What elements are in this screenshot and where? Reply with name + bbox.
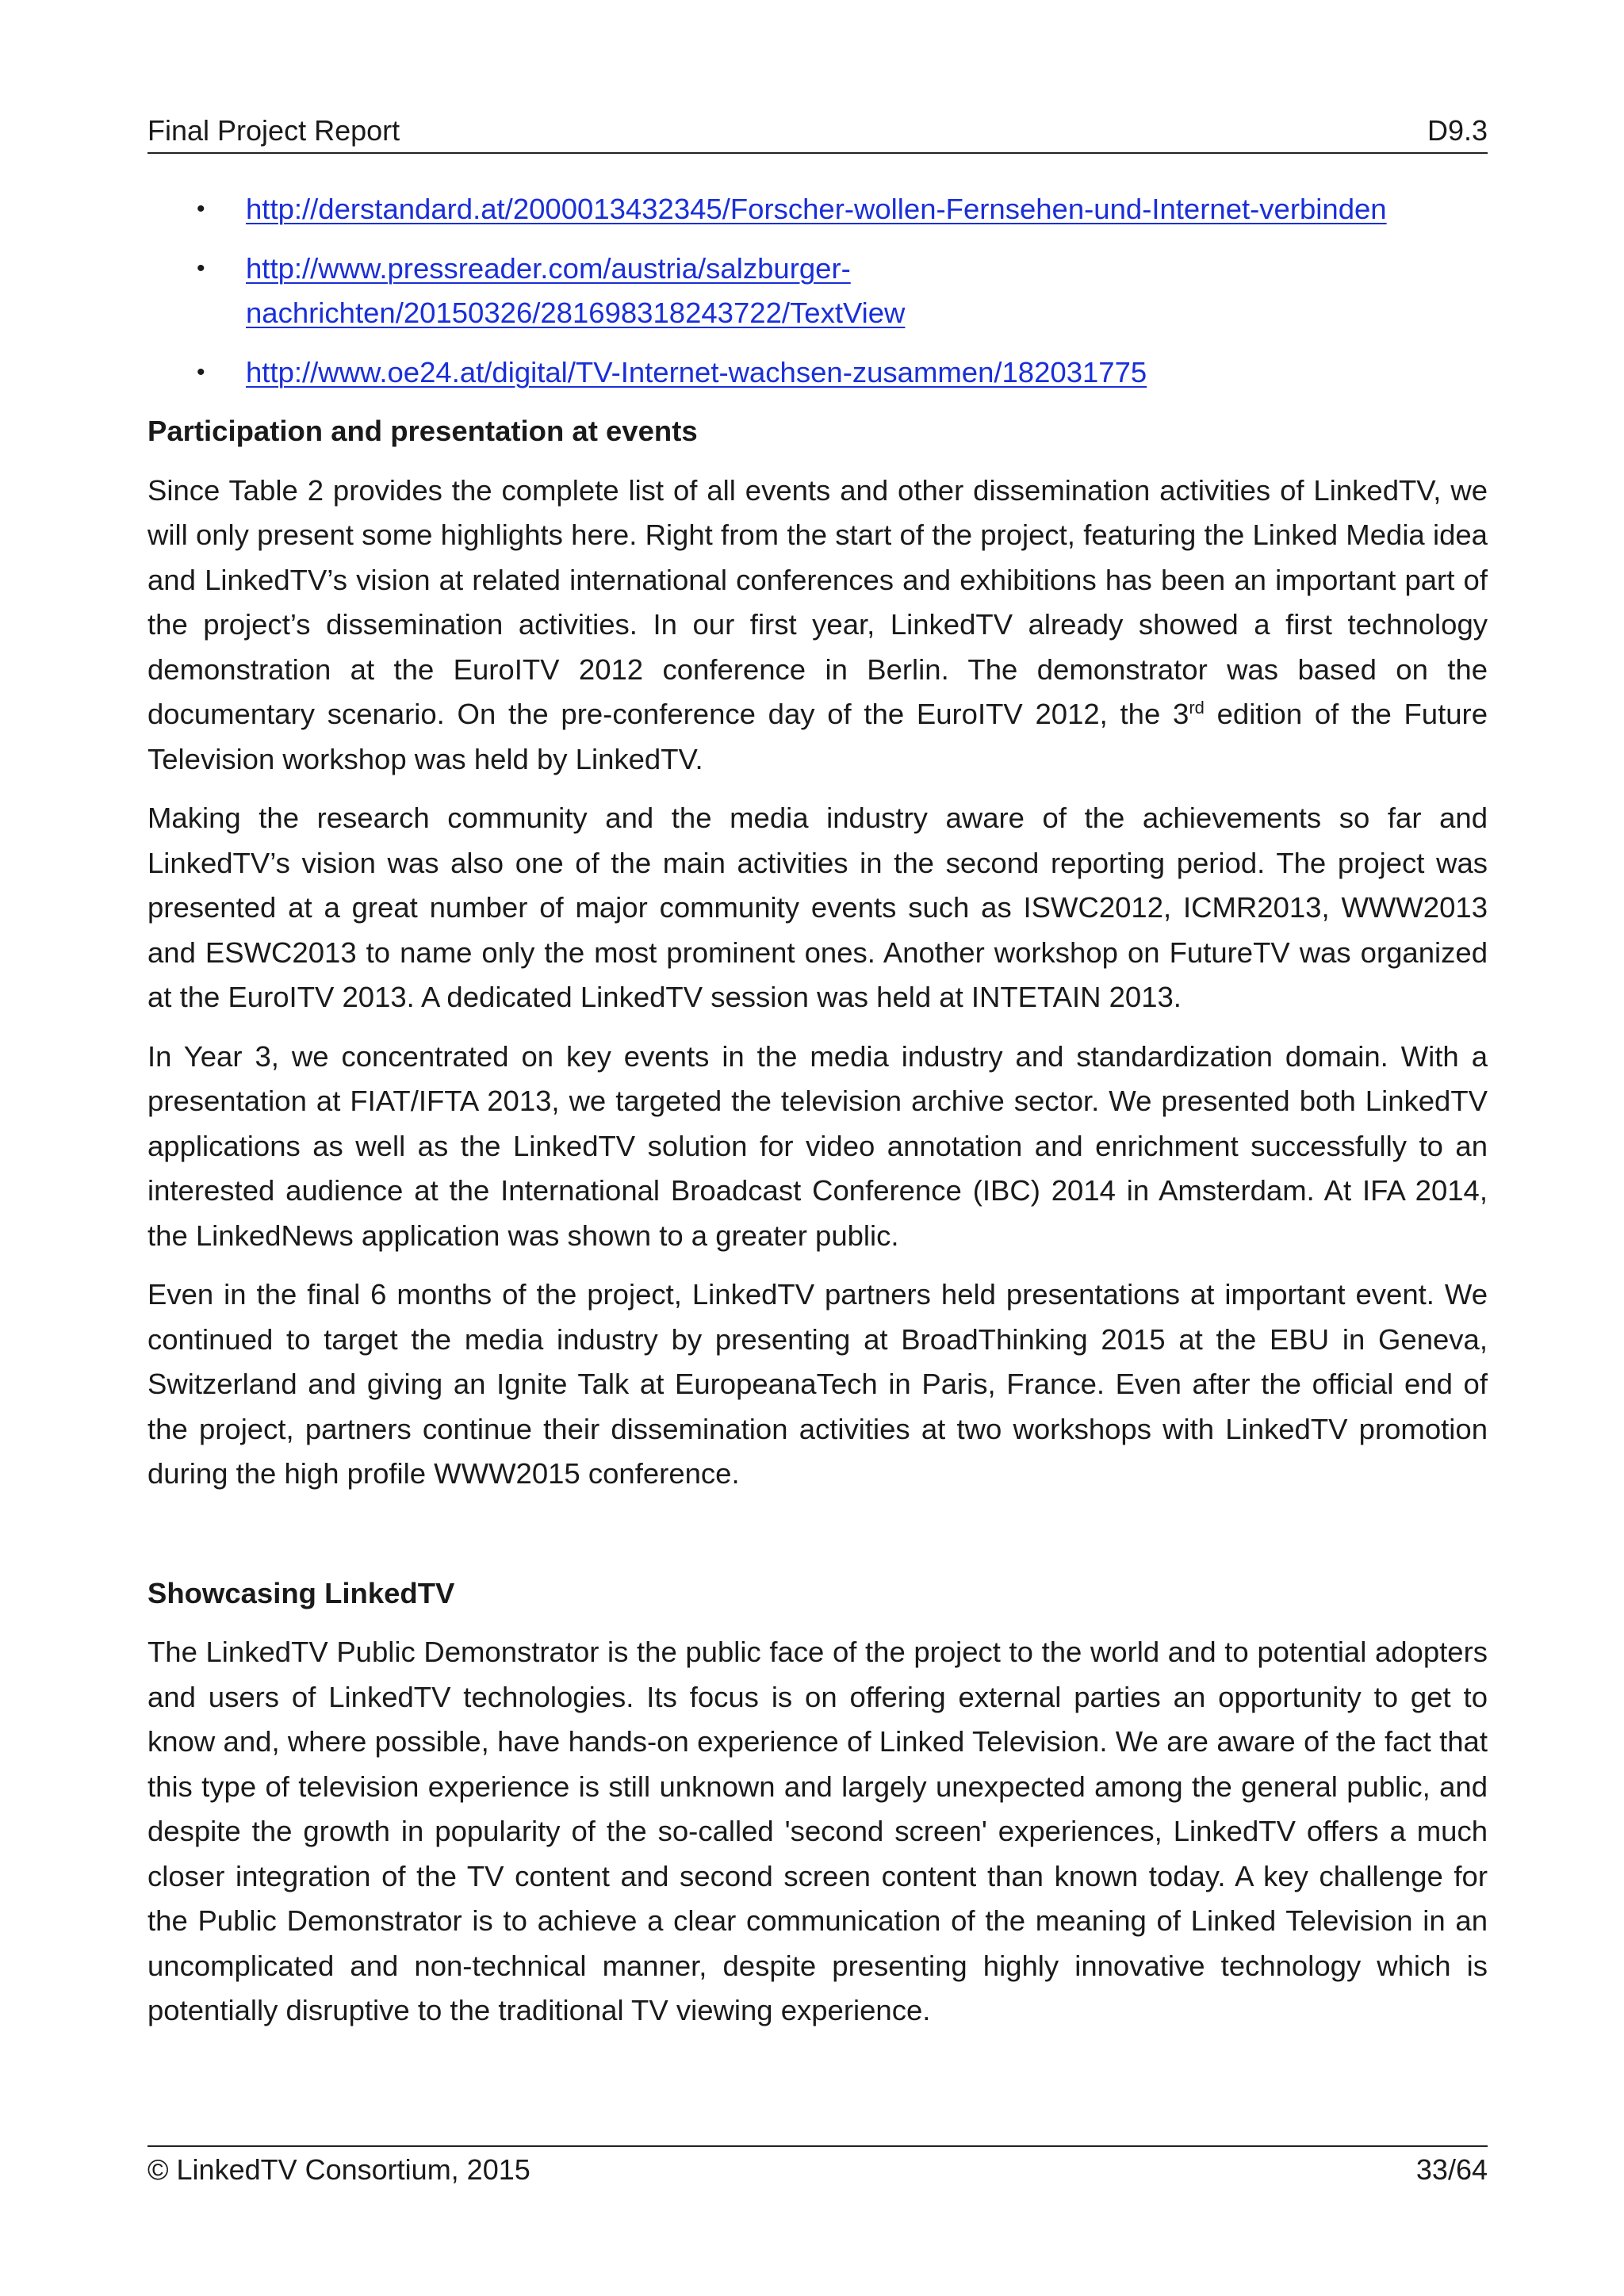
link-text: http://derstandard.at/2000013432345/Forscher-wollen-Fernsehen-und-Internet-verbinden [246, 193, 1387, 225]
page-number: 33/64 [1415, 2153, 1488, 2186]
section-heading-showcasing: Showcasing LinkedTV [147, 1576, 455, 1609]
page-content [147, 187, 1488, 2034]
bullet-icon: • [197, 254, 205, 281]
paragraph-text: Since Table 2 provides the complete list of all events and other dissemination activities of LinkedTV, we will only present some highlights here. Right from the start of the project, featuring the Linked Media idea and LinkedTV’s vision at related international conferences and exhibitions has been an important part of the project’s dissemination activities. In our first year, LinkedTV already showed a first technology demonstration at the EuroITV 2012 conference in Berlin. The demonstrator was based on the documentary scenario. On the pre-conference day of the EuroITV 2012, the 3 [147, 473, 1488, 730]
link-oe24[interactable] [246, 350, 1488, 396]
paragraph: Making the research community and the media industry aware of the achievements so far and LinkedTV’s vision was also one of the main activities in the second reporting period. The project was presented at a great number of major community events such as ISWC2012, ICMR2013, WWW2013 and ESWC2013 to name only the most prominent ones. Another workshop on FutureTV was organized at the EuroITV 2013. A dedicated LinkedTV session was held at INTETAIN 2013. [147, 802, 1488, 1013]
list-item [147, 187, 1488, 232]
paragraph [147, 469, 1488, 783]
header-doc-id: D9.3 [1427, 114, 1488, 147]
link-text: nachrichten/20150326/281698318243722/TextView [246, 297, 906, 329]
link-pressreader[interactable] [246, 247, 1488, 336]
spacer [147, 1497, 1488, 1571]
paragraph-text: edition of the Future Television workshop was held by LinkedTV. [147, 698, 1488, 775]
link-derstandard[interactable] [246, 187, 1488, 232]
paragraph: The LinkedTV Public Demonstrator is the public face of the project to the world and to potential adopters and users of LinkedTV technologies. Its focus is on offering external parties an opportunity to get to know and, where possible, have hands-on experience of Linked Television. We are aware of the fact that this type of television experience is still unknown and largely unexpected among the general public, and despite the growth in popularity of the so-called 'second screen' experiences, LinkedTV offers a much closer integration of the TV content and second screen content than known today. A key challenge for the Public Demonstrator is to achieve a clear communication of the meaning of Linked Television in an uncomplicated and non-technical manner, despite presenting highly innovative technology which is potentially disruptive to the traditional TV viewing experience. [147, 1636, 1488, 2026]
document-page [147, 0, 1488, 2296]
header-title: Final Project Report [147, 114, 400, 147]
page-footer [147, 2145, 1488, 2186]
paragraph: In Year 3, we concentrated on key events in the media industry and standardization domain. With a presentation at FIAT/IFTA 2013, we targeted the television archive sector. We presented both LinkedTV applications as well as the LinkedTV solution for video annotation and enrichment successfully to an interested audience at the International Broadcast Conference (IBC) 2014 in Amsterdam. At IFA 2014, the LinkedNews application was shown to a greater public. [147, 1039, 1488, 1252]
footer-copyright: © LinkedTV Consortium, 2015 [147, 2153, 530, 2186]
bullet-icon: • [197, 196, 205, 222]
link-text: http://www.pressreader.com/austria/salzburger- [246, 251, 851, 285]
bullet-icon: • [197, 358, 205, 385]
list-item [147, 247, 1488, 336]
link-list [147, 187, 1488, 395]
list-item [147, 350, 1488, 396]
link-text: http://www.oe24.at/digital/TV-Internet-wachsen-zusammen/182031775 [246, 355, 1147, 388]
section-heading-events: Participation and presentation at events [147, 415, 698, 447]
superscript: rd [1189, 697, 1205, 718]
page-header [147, 113, 1488, 154]
paragraph: Even in the final 6 months of the project, LinkedTV partners held presentations at important event. We continued to target the media industry by presenting at BroadThinking 2015 at the EBU in Geneva, Switzerland and giving an Ignite Talk at EuropeanaTech in Paris, France. Even after the official end of the project, partners continue their dissemination activities at two workshops with LinkedTV promotion during the high profile WWW2015 conference. [147, 1278, 1488, 1490]
